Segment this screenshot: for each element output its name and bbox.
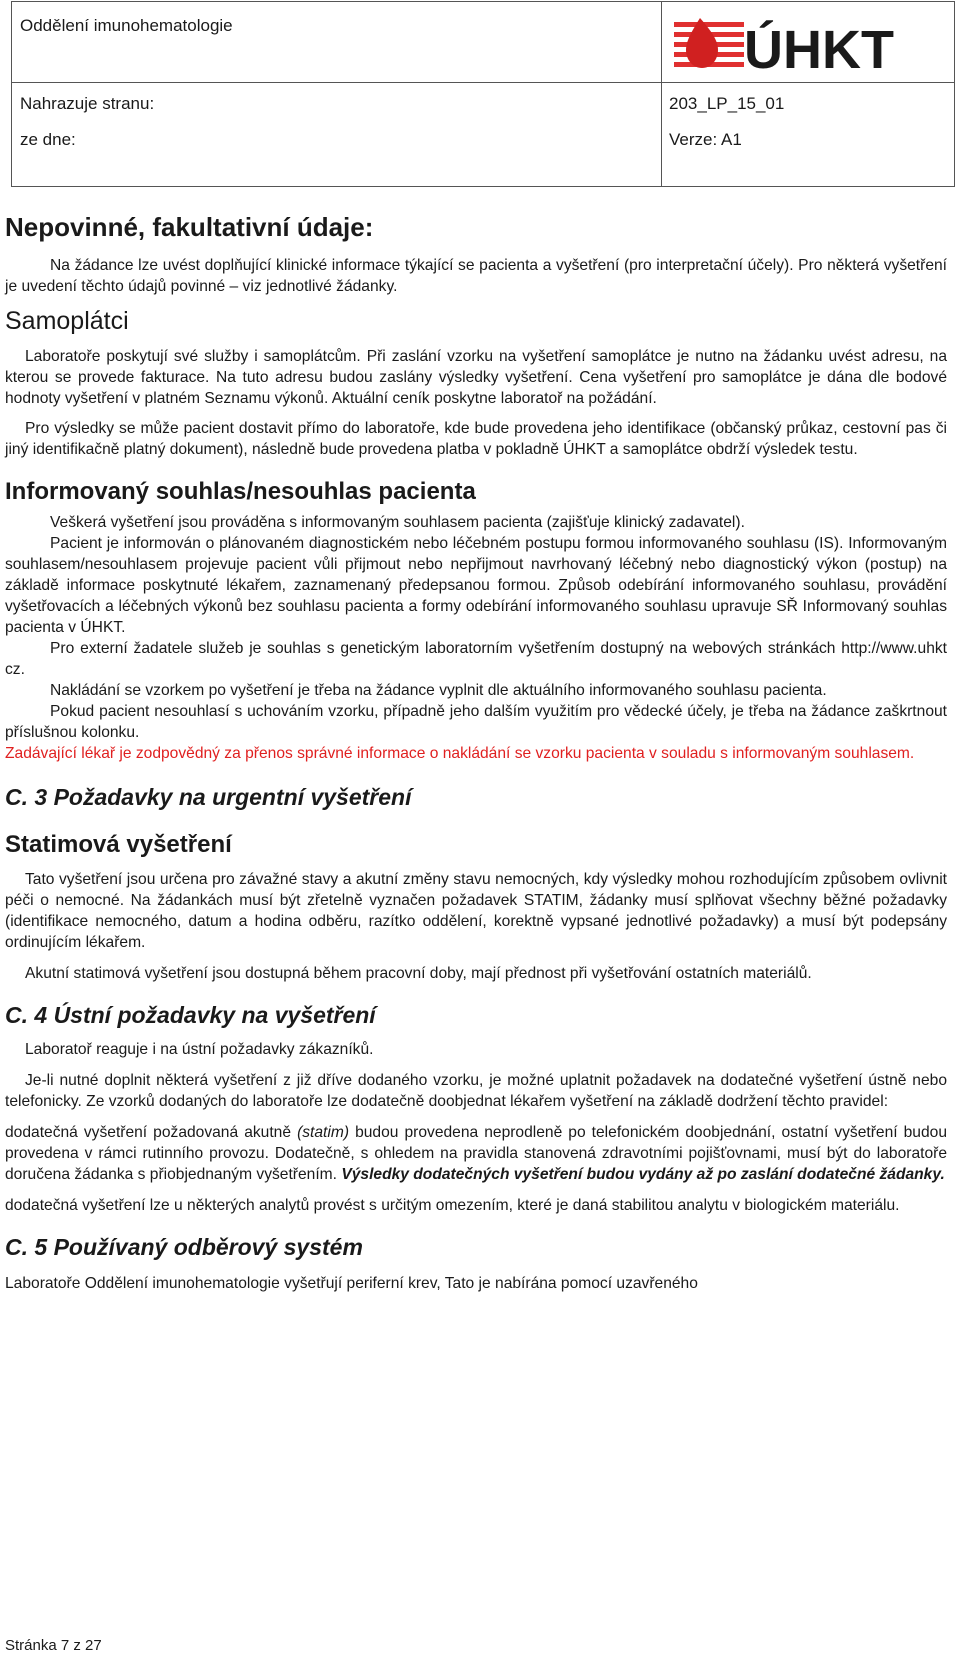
department-name: Oddělení imunohematologie <box>20 16 233 35</box>
urgent-heading: C. 3 Požadavky na urgentní vyšetření <box>5 784 412 810</box>
replaces-label: Nahrazuje stranu: <box>20 94 155 113</box>
consent-warning: Zadávající lékař je zodpovědný za přenos správné informace o nakládání se vzorku pacienta v souladu s informovaným souhlasem. <box>5 745 915 762</box>
oral-paragraph-1: Laboratoř reaguje i na ústní požadavky zákazníků. <box>25 1041 374 1058</box>
selfpay-heading: Samoplátci <box>5 307 129 335</box>
from-date-label: ze dne: <box>20 130 76 149</box>
optional-data-heading: Nepovinné, fakultativní údaje: <box>5 212 374 242</box>
oral-paragraph-3 <box>5 1122 947 1185</box>
document-code: 203_LP_15_01 <box>669 94 785 113</box>
oral-p3-part-a: dodatečná vyšetření požadovaná akutně <box>5 1124 298 1141</box>
consent-paragraph-1: Veškerá vyšetření jsou prováděna s informovaným souhlasem pacienta (zajišťuje klinický zadavatel). <box>50 514 745 531</box>
system-heading: C. 5 Používaný odběrový systém <box>5 1234 363 1260</box>
document-header <box>11 1 955 187</box>
optional-data-paragraph: Na žádance lze uvést doplňující klinické informace týkající se pacienta a vyšetření (pro interpretační účely). Pro některá vyšetření je uvedení těchto údajů povinné – viz jednotlivé žádanky. <box>5 257 947 295</box>
consent-paragraph-5: Pokud pacient nesouhlasí s uchováním vzorku, případně jeho dalším využitím pro vědecké účely, je třeba na žádance zaškrtnout příslušnou kolonku. <box>5 703 947 741</box>
document-body <box>5 212 947 1294</box>
selfpay-paragraph-2: Pro výsledky se může pacient dostavit přímo do laboratoře, kde bude provedena jeho identifikace (občanský průkaz, cestovní pas či jiný identifikačně platný dokument), následně bude provedena platba v pokladně ÚHKT a samoplátce obdrží výsledek testu. <box>5 420 947 458</box>
oral-paragraph-4: dodatečná vyšetření lze u některých analytů provést s určitým omezením, které je daná stabilitou analytu v biologickém materiálu. <box>5 1197 900 1214</box>
oral-heading: C. 4 Ústní požadavky na vyšetření <box>5 1002 376 1028</box>
oral-p3-part-c: budou provedena neprodleně po telefonickém doobjednání, ostatní vyšetření budou provedena v rámci rutinního provozu. Dodatečně, s ohledem na pravidla stanovená zdravotními pojišťovnami, musí být do laboratoře doručena žádanka s přiobjednaným vyšetřením. <box>5 1124 947 1183</box>
statim-paragraph-2: Akutní statimová vyšetření jsou dostupná během pracovní doby, mají přednost při vyšetřování ostatních materiálů. <box>25 965 812 982</box>
page-number: Stránka 7 z 27 <box>5 1637 102 1654</box>
oral-p3-statim: (statim) <box>297 1124 350 1141</box>
oral-paragraph-2: Je-li nutné doplnit některá vyšetření z již dříve dodaného vzorku, je možné uplatnit požadavek na dodatečné vyšetření ústně nebo telefonicky. Ze vzorků dodaných do laboratoře lze dodatečně doobjednat lékařem vyšetření na základě dodržení těchto pravidel: <box>5 1072 947 1110</box>
oral-p3-results-note: Výsledky dodatečných vyšetření budou vydány až po zaslání dodatečné žádanky. <box>341 1166 945 1183</box>
consent-paragraph-3: Pro externí žadatele služeb je souhlas s genetickým laboratorním vyšetřením dostupný na webových stránkách http://www.uhkt cz. <box>5 640 947 678</box>
statim-paragraph-1: Tato vyšetření jsou určena pro závažné stavy a akutní změny stavu nemocných, kdy výsledky mohou rozhodujícím způsobem ovlivnit péči o nemocné. Na žádankách musí být zřetelně vyznačen požadavek STATIM, žádanky musí splňovat všechny běžné požadavky (identifikace nemocného, datum a hodina odběru, razítko oddělení, korektně vypsané jednotlivé požadavky) a musí být podepsány ordinujícím lékařem. <box>5 871 947 951</box>
consent-paragraph-2: Pacient je informován o plánovaném diagnostickém nebo léčebném postupu formou informovaného souhlasu (IS). Informovaným souhlasem/nesouhlasem projevuje pacient vůli přijmout nebo nepřijmout navrhovaný léčebný nebo diagnostický výkon (postup) na základě informace poskytnuté lékařem, zaznamenaný předepsanou formou. Způsob odebírání informovaného souhlasu, provádění vyšetřovacích a léčebných výkonů bez souhlasu pacienta a formy odebírání informovaného souhlasu upravuje SŘ Informovaný souhlas pacienta v ÚHKT. <box>5 535 947 636</box>
consent-heading: Informovaný souhlas/nesouhlas pacienta <box>5 478 476 505</box>
uhkt-logo <box>674 8 894 78</box>
consent-paragraph-4: Nakládání se vzorkem po vyšetření je třeba na žádance vyplnit dle aktuálního informovaného souhlasu pacienta. <box>50 682 827 699</box>
statim-heading: Statimová vyšetření <box>5 831 232 858</box>
logo-text: ÚHKT <box>744 20 894 78</box>
document-version: Verze: A1 <box>669 130 742 149</box>
selfpay-paragraph-1: Laboratoře poskytují své služby i samoplátcům. Při zaslání vzorku na vyšetření samoplátce je nutno na žádanku uvést adresu, na kterou se provede fakturace. Na tuto adresu budou zaslány výsledky vyšetření. Cena vyšetření pro samoplátce je dána dle bodové hodnoty vyšetření v platném Seznamu výkonů. Aktuální ceník poskytne laboratoř na požádání. <box>5 348 947 407</box>
system-paragraph-1: Laboratoře Oddělení imunohematologie vyšetřují periferní krev, Tato je nabírána pomocí uzavřeného <box>5 1275 698 1292</box>
